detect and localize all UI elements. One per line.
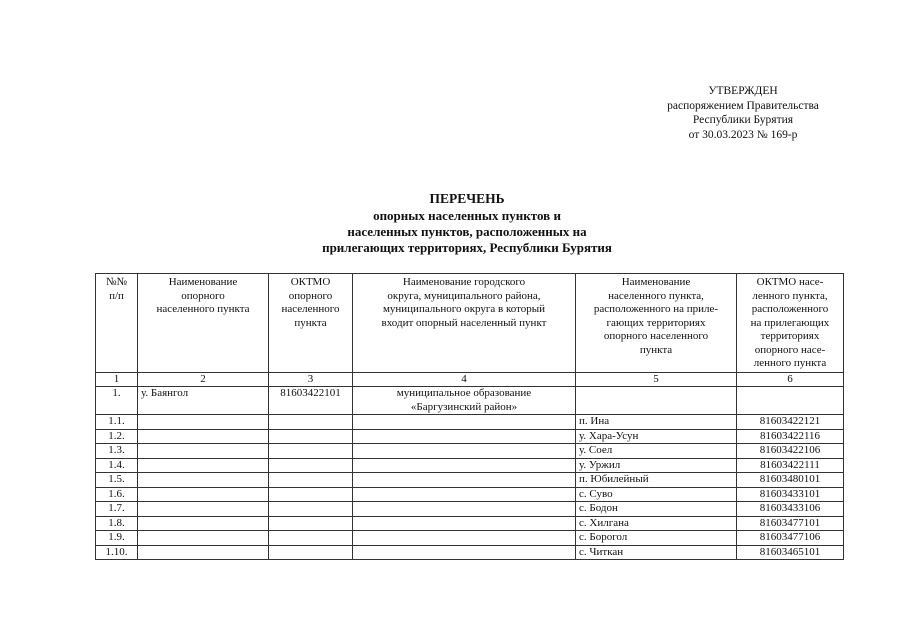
header-line: на прилегающих xyxy=(750,316,830,329)
header-line: п/п xyxy=(109,289,124,302)
adjacent-settlement-oktmo: 81603477101 xyxy=(737,516,844,531)
header-line: ОКТМО xyxy=(290,276,331,288)
empty-cell xyxy=(737,387,844,415)
title-main: ПЕРЕЧЕНЬ xyxy=(429,191,505,206)
empty-cell xyxy=(269,473,353,488)
header-line: №№ xyxy=(106,276,127,288)
header-line: расположенного на приле- xyxy=(593,303,719,315)
document-title xyxy=(252,191,682,256)
empty-cell xyxy=(138,473,269,488)
title-line: населенных пунктов, расположенных на xyxy=(347,224,587,239)
municipality-name xyxy=(353,387,576,415)
empty-cell xyxy=(353,473,576,488)
row-number: 1.3. xyxy=(96,444,138,459)
adjacent-settlement-name: с. Суво xyxy=(576,487,737,502)
header-cell xyxy=(576,274,737,373)
empty-cell xyxy=(138,516,269,531)
header-line: опорного xyxy=(288,289,333,302)
adjacent-settlement-name: п. Юбилейный xyxy=(576,473,737,488)
adjacent-settlement-oktmo: 81603433106 xyxy=(737,502,844,517)
header-line: Наименование xyxy=(168,276,238,288)
row-number: 1.4. xyxy=(96,458,138,473)
adjacent-settlement-oktmo: 81603480101 xyxy=(737,473,844,488)
approval-line: распоряжением Правительства xyxy=(667,99,819,112)
column-number: 5 xyxy=(576,372,737,387)
header-line: населенного xyxy=(281,303,340,315)
header-line: населенного пункта xyxy=(156,303,250,315)
header-line: муниципального округа в который xyxy=(382,303,546,315)
column-number: 6 xyxy=(737,372,844,387)
adjacent-settlement-name: п. Ина xyxy=(576,415,737,430)
adjacent-settlement-name: с. Борогол xyxy=(576,531,737,546)
adjacent-settlement-oktmo: 81603422111 xyxy=(737,458,844,473)
row-number: 1.1. xyxy=(96,415,138,430)
header-line: территориях xyxy=(760,330,820,342)
header-line: Наименование xyxy=(621,276,691,288)
adjacent-settlement-oktmo: 81603433101 xyxy=(737,487,844,502)
empty-cell xyxy=(269,458,353,473)
empty-cell xyxy=(353,531,576,546)
column-number: 1 xyxy=(96,372,138,387)
header-line: Наименование городского xyxy=(402,276,526,288)
adjacent-settlement-name: с. Хилгана xyxy=(576,516,737,531)
municipality-line: «Баргузинский район» xyxy=(410,400,518,413)
adjacent-settlement-oktmo: 81603422106 xyxy=(737,444,844,459)
empty-cell xyxy=(138,415,269,430)
empty-cell xyxy=(353,415,576,430)
empty-cell xyxy=(138,458,269,473)
table-row xyxy=(96,502,844,517)
settlement-name: у. Баянгол xyxy=(138,387,269,415)
table-row xyxy=(96,473,844,488)
adjacent-settlement-name: у. Соел xyxy=(576,444,737,459)
table-row xyxy=(96,444,844,459)
header-line: опорного насе- xyxy=(754,343,826,356)
row-number: 1.5. xyxy=(96,473,138,488)
header-cell xyxy=(269,274,353,373)
empty-cell xyxy=(269,531,353,546)
adjacent-settlement-name: у. Уржил xyxy=(576,458,737,473)
empty-cell xyxy=(269,444,353,459)
header-line: опорного xyxy=(181,289,225,302)
adjacent-settlement-oktmo: 81603422116 xyxy=(737,429,844,444)
municipality-line: муниципальное образование xyxy=(396,387,532,399)
header-line: ленного пункта, xyxy=(752,289,828,302)
approval-stamp xyxy=(648,84,838,142)
adjacent-settlement-oktmo: 81603422121 xyxy=(737,415,844,430)
column-number: 4 xyxy=(353,372,576,387)
header-line: населенного пункта, xyxy=(608,289,704,302)
empty-cell xyxy=(138,502,269,517)
row-number: 1. xyxy=(96,387,138,415)
header-line: ОКТМО насе- xyxy=(756,276,824,288)
header-cell xyxy=(138,274,269,373)
empty-cell xyxy=(138,429,269,444)
table-header-row xyxy=(96,274,844,373)
empty-cell xyxy=(353,487,576,502)
header-line: расположенного xyxy=(751,303,829,315)
empty-cell xyxy=(353,545,576,560)
empty-cell xyxy=(576,387,737,415)
header-line: пункта xyxy=(639,343,673,356)
empty-cell xyxy=(269,415,353,430)
approval-line: от 30.03.2023 № 169-р xyxy=(688,128,798,141)
empty-cell xyxy=(269,545,353,560)
adjacent-settlement-name: с. Читкан xyxy=(576,545,737,560)
adjacent-settlement-oktmo: 81603477106 xyxy=(737,531,844,546)
empty-cell xyxy=(269,429,353,444)
row-number: 1.7. xyxy=(96,502,138,517)
approval-line: УТВЕРЖДЕН xyxy=(708,85,778,97)
header-line: пункта xyxy=(294,316,327,329)
settlement-oktmo: 81603422101 xyxy=(269,387,353,415)
row-number: 1.9. xyxy=(96,531,138,546)
empty-cell xyxy=(138,487,269,502)
table-row xyxy=(96,531,844,546)
header-cell xyxy=(737,274,844,373)
empty-cell xyxy=(353,516,576,531)
header-line: ленного пункта xyxy=(753,357,827,369)
header-line: опорного населенного xyxy=(603,330,709,342)
header-line: округа, муниципального района, xyxy=(387,289,541,302)
settlements-table xyxy=(95,273,844,560)
row-number: 1.2. xyxy=(96,429,138,444)
approval-line: Республики Бурятия xyxy=(692,114,794,126)
empty-cell xyxy=(138,545,269,560)
empty-cell xyxy=(353,429,576,444)
table-row xyxy=(96,516,844,531)
main-settlement-row xyxy=(96,387,844,415)
empty-cell xyxy=(353,502,576,517)
header-line: гающих территориях xyxy=(606,316,706,329)
empty-cell xyxy=(269,502,353,517)
empty-cell xyxy=(353,444,576,459)
empty-cell xyxy=(138,444,269,459)
table-row xyxy=(96,545,844,560)
header-cell xyxy=(96,274,138,373)
table-row xyxy=(96,415,844,430)
title-line: опорных населенных пунктов и xyxy=(373,208,561,223)
empty-cell xyxy=(269,516,353,531)
empty-cell xyxy=(353,458,576,473)
table-row xyxy=(96,487,844,502)
adjacent-settlement-oktmo: 81603465101 xyxy=(737,545,844,560)
adjacent-settlement-name: у. Хара-Усун xyxy=(576,429,737,444)
row-number: 1.8. xyxy=(96,516,138,531)
table-row xyxy=(96,458,844,473)
column-number: 2 xyxy=(138,372,269,387)
header-line: входит опорный населенный пункт xyxy=(381,316,547,329)
column-number: 3 xyxy=(269,372,353,387)
header-cell xyxy=(353,274,576,373)
table-row xyxy=(96,429,844,444)
row-number: 1.10. xyxy=(96,545,138,560)
column-numbers-row xyxy=(96,372,844,387)
title-line: прилегающих территориях, Республики Бурятия xyxy=(322,240,612,255)
row-number: 1.6. xyxy=(96,487,138,502)
empty-cell xyxy=(269,487,353,502)
adjacent-settlement-name: с. Бодон xyxy=(576,502,737,517)
empty-cell xyxy=(138,531,269,546)
